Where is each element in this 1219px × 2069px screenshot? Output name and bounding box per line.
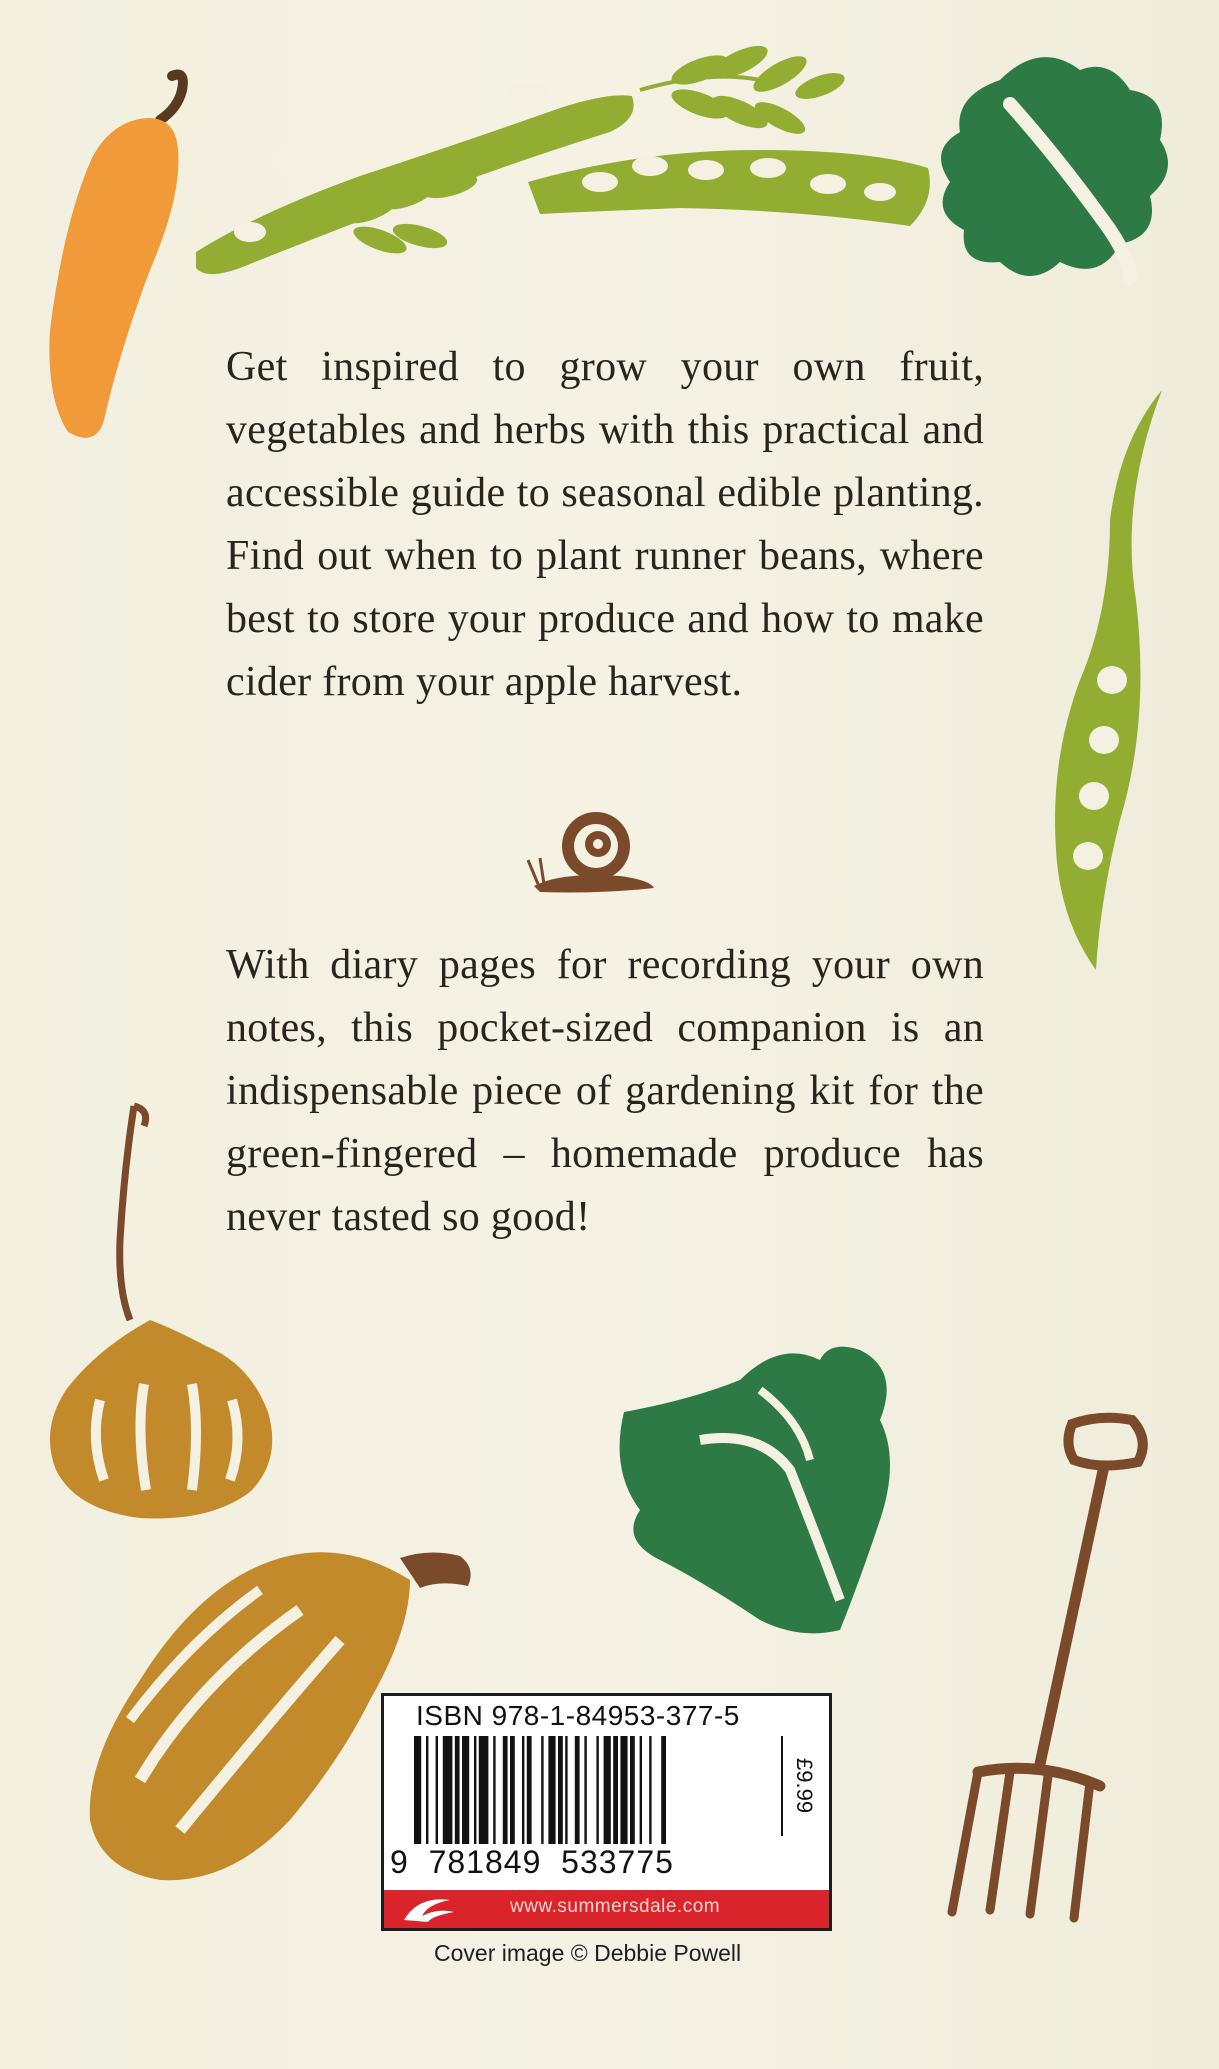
publisher-logo-icon (398, 1894, 458, 1924)
price-label: £9.99 (792, 1758, 817, 1814)
oak-leaf-icon (941, 57, 1168, 278)
barcode-label (381, 1693, 832, 1931)
snail-icon (528, 812, 654, 893)
blurb-paragraph-2: With diary pages for recording your own notes, this pocket-sized companion is an indispensable piece of gardening kit for the green-fingered – homemade produce has never tasted so good! (226, 942, 984, 1240)
barcode-bars (414, 1736, 774, 1844)
blurb-paragraph-1: Get inspired to grow your own fruit, vegetables and herbs with this practical and accessible guide to seasonal edible planting. Find out when to plant runner beans, where best to store your produce and how to make cider from your apple harvest. (226, 344, 984, 705)
price-box (781, 1736, 827, 1836)
publisher-banner (384, 1890, 829, 1928)
cover-image-credit: Cover image © Debbie Powell (434, 1940, 742, 1966)
ean-digits: 9 781849 533775 (390, 1844, 674, 1880)
wheat-sprig-icon (340, 39, 848, 259)
garden-fork-icon (952, 1418, 1143, 1918)
lettuce-icon (620, 1347, 890, 1634)
publisher-url: www.summersdale.com (510, 1896, 721, 1917)
pea-pod-icon (196, 83, 930, 274)
chili-pepper-icon (49, 75, 183, 438)
long-pea-pod-icon (1055, 390, 1162, 970)
isbn-number: ISBN 978-1-84953-377-5 (416, 1700, 740, 1731)
